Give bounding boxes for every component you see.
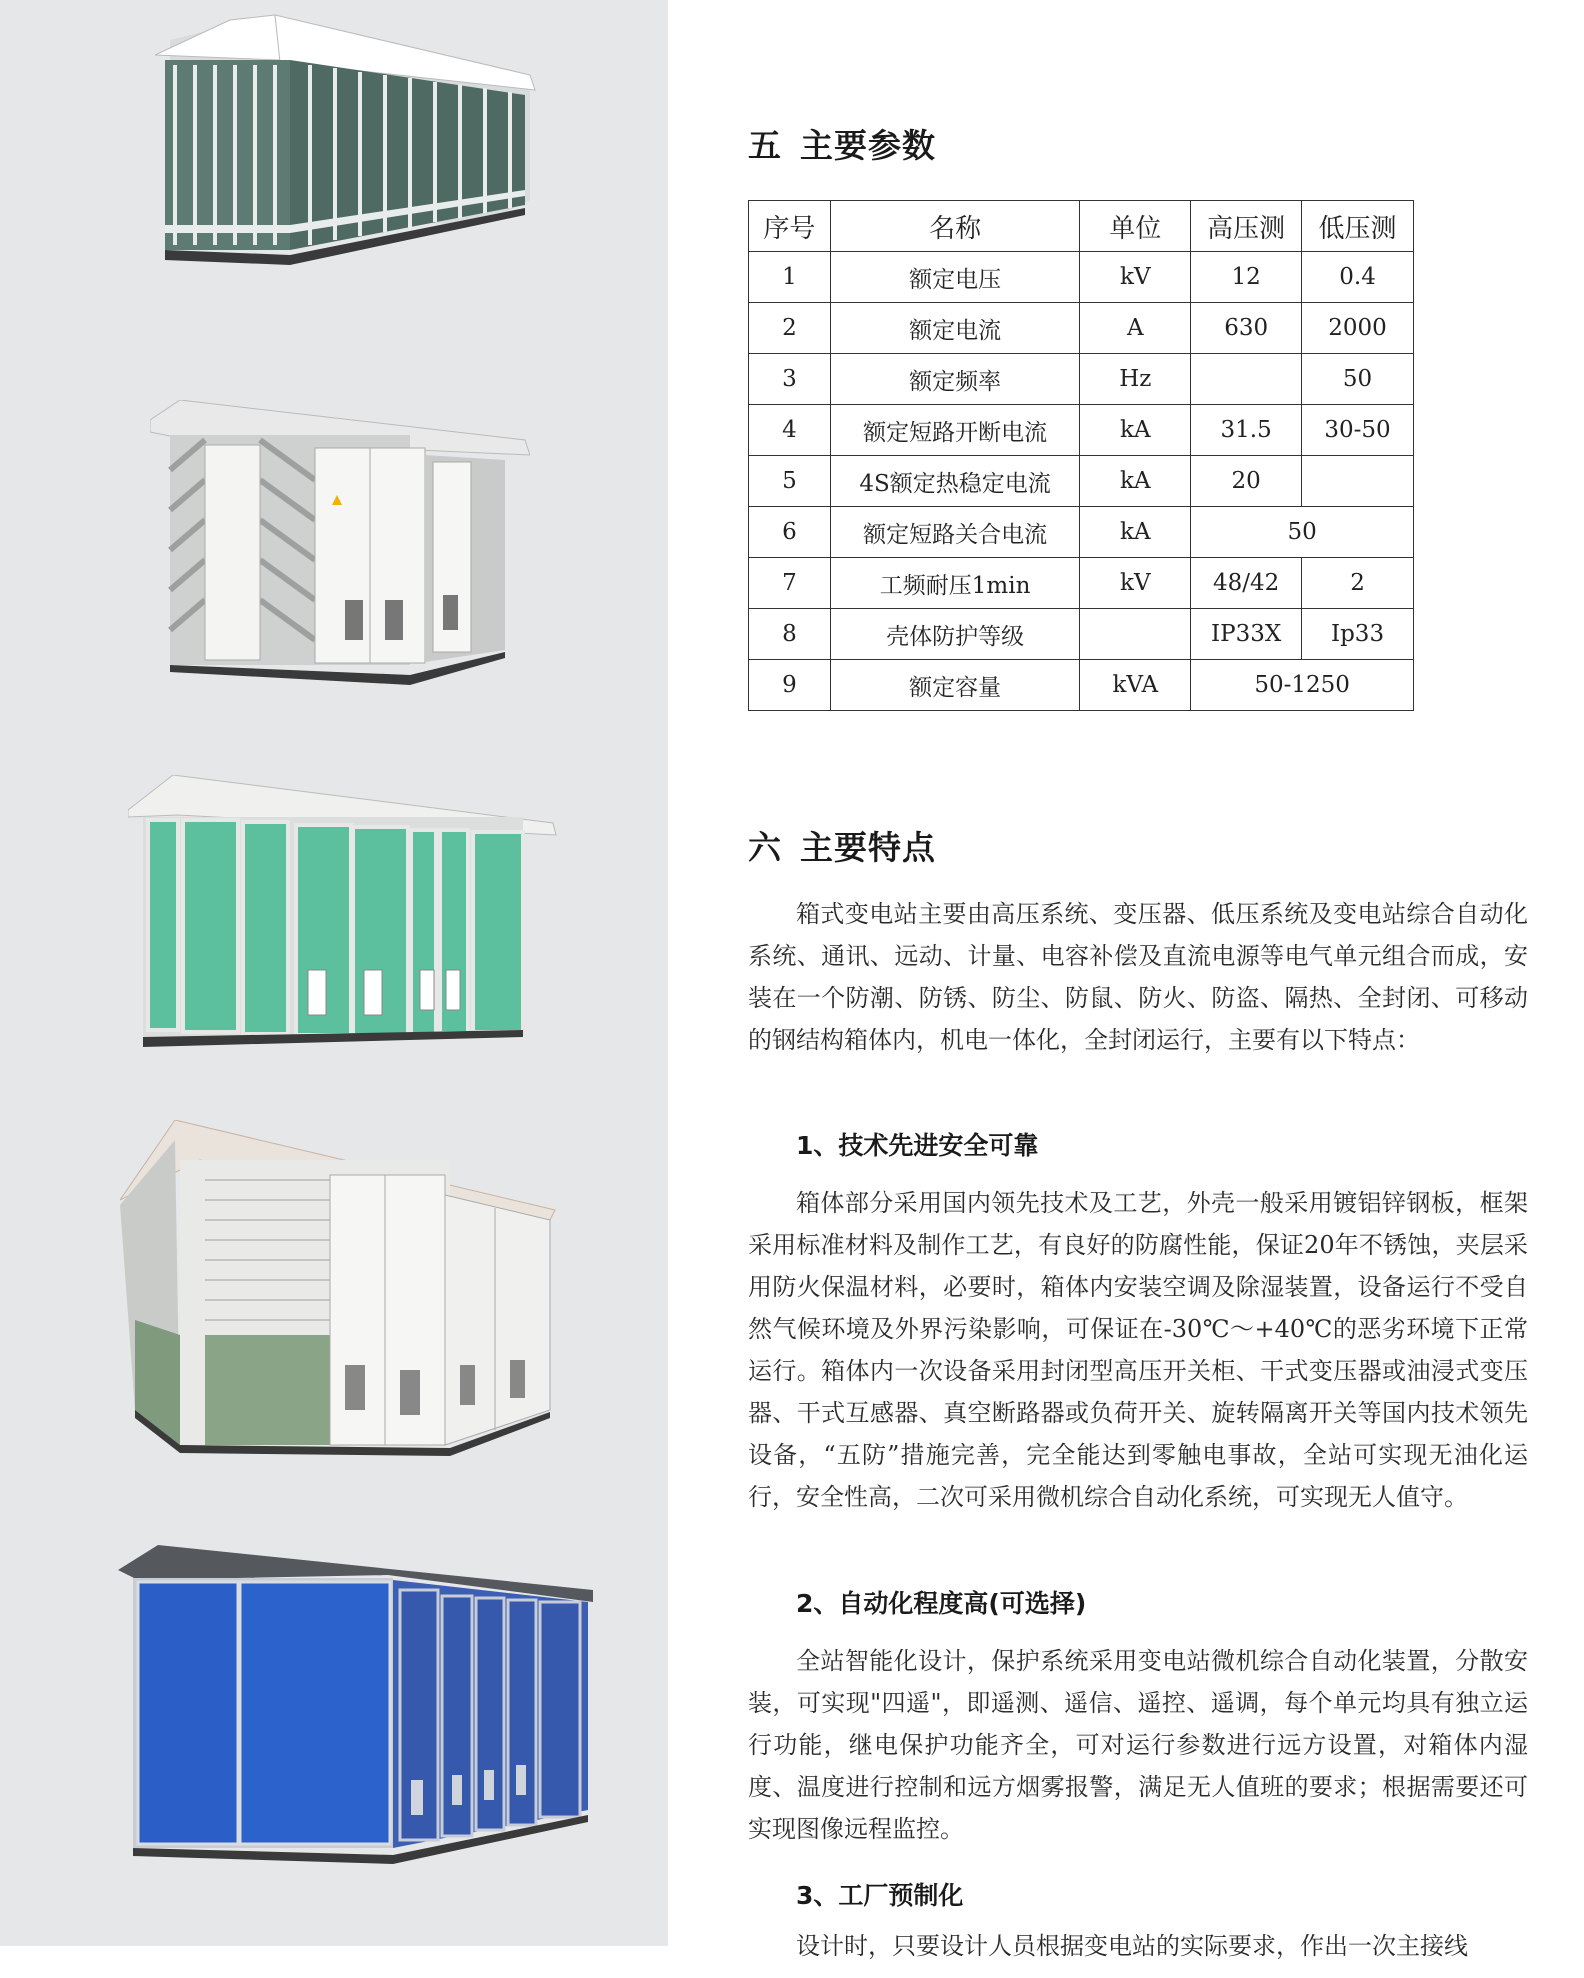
intro-paragraph: 箱式变电站主要由高压系统、变压器、低压系统及变电站综合自动化系统、通讯、远动、计量、电容补偿及直流电源等电气单元组合而成，安装在一个防潮、防锈、防尘、防鼠、防火、防盗、隔热、全封闭、可移动的钢结构箱体内，机电一体化，全封闭运行，主要有以下特点：: [748, 900, 1528, 1054]
cell-name: 工频耐压1min: [830, 558, 1080, 609]
cell-low: 50: [1302, 354, 1414, 405]
cell-name: 额定短路关合电流: [830, 507, 1080, 558]
cell-name: 额定频率: [830, 354, 1080, 405]
cell-index: 3: [749, 354, 831, 405]
header-low-voltage: 低压测: [1302, 201, 1414, 252]
header-name: 名称: [830, 201, 1080, 252]
cell-high: 20: [1191, 456, 1302, 507]
table-row: [749, 405, 1414, 456]
header-index: 序号: [749, 201, 831, 252]
cell-unit: A: [1080, 303, 1191, 354]
section-5-heading: [748, 120, 936, 167]
feature-3-title: 3、工厂预制化: [796, 1881, 964, 1910]
section-6-title: 主要特点: [800, 828, 936, 867]
cell-index: 4: [749, 405, 831, 456]
cell-high: [1191, 354, 1302, 405]
table-row: [749, 354, 1414, 405]
section-5-title: 主要参数: [800, 126, 936, 165]
cell-index: 8: [749, 609, 831, 660]
section-6-heading: [748, 822, 936, 869]
section-5-number: 五: [748, 126, 782, 165]
table-row: [749, 303, 1414, 354]
cell-high: 12: [1191, 252, 1302, 303]
table-row: [749, 456, 1414, 507]
table-header-row: [749, 201, 1414, 252]
cell-index: 5: [749, 456, 831, 507]
cell-unit: kV: [1080, 252, 1191, 303]
cell-merged-value: 50: [1191, 507, 1414, 558]
substation-photo-5: [118, 1540, 593, 1865]
cell-low: [1302, 456, 1414, 507]
cell-low: Ip33: [1302, 609, 1414, 660]
table-row: [749, 660, 1414, 711]
cell-index: 1: [749, 252, 831, 303]
header-high-voltage: 高压测: [1191, 201, 1302, 252]
cell-unit: Hz: [1080, 354, 1191, 405]
substation-photo-3: [128, 775, 558, 1055]
cell-low: 2000: [1302, 303, 1414, 354]
cell-unit: kA: [1080, 456, 1191, 507]
cell-high: IP33X: [1191, 609, 1302, 660]
cell-unit: kV: [1080, 558, 1191, 609]
table-row: [749, 609, 1414, 660]
cell-low: 0.4: [1302, 252, 1414, 303]
cell-name: 额定短路开断电流: [830, 405, 1080, 456]
cell-high: 630: [1191, 303, 1302, 354]
cell-name: 额定容量: [830, 660, 1080, 711]
cell-name: 额定电压: [830, 252, 1080, 303]
header-unit: 单位: [1080, 201, 1191, 252]
cell-unit: [1080, 609, 1191, 660]
substation-photo-4: [120, 1120, 560, 1470]
cell-unit: kA: [1080, 405, 1191, 456]
cell-index: 9: [749, 660, 831, 711]
parameters-table: [748, 200, 1414, 711]
cell-index: 7: [749, 558, 831, 609]
cell-name: 壳体防护等级: [830, 609, 1080, 660]
cell-name: 4S额定热稳定电流: [830, 456, 1080, 507]
feature-2-text: 全站智能化设计，保护系统采用变电站微机综合自动化装置，分散安装，可实现"四遥"，即遥测、遥信、遥控、遥调，每个单元均具有独立运行功能，继电保护功能齐全，可对运行参数进行远方设置，对箱体内湿度、温度进行控制和远方烟雾报警，满足无人值班的要求；根据需要还可实现图像远程监控。: [748, 1647, 1528, 1843]
substation-photo-1: [150, 10, 550, 300]
cell-unit: kVA: [1080, 660, 1191, 711]
feature-3-text: 设计时，只要设计人员根据变电站的实际要求，作出一次主接线: [796, 1932, 1468, 1960]
cell-low: 2: [1302, 558, 1414, 609]
feature-2-title: 2、自动化程度高(可选择): [796, 1589, 1087, 1618]
cell-low: 30-50: [1302, 405, 1414, 456]
cell-index: 6: [749, 507, 831, 558]
feature-1-text: 箱体部分采用国内领先技术及工艺，外壳一般采用镀铝锌钢板，框架采用标准材料及制作工艺，有良好的防腐性能，保证20年不锈蚀，夹层采用防火保温材料，必要时，箱体内安装空调及除湿装置，设备运行不受自然气候环境及外界污染影响，可保证在-30℃～+40℃的恶劣环境下正常运行。箱体内一次设备采用封闭型高压开关柜、干式变压器或油浸式变压器、干式互感器、真空断路器或负荷开关、旋转隔离开关等国内技术领先设备，“五防”措施完善，完全能达到零触电事故，全站可实现无油化运行，安全性高，二次可采用微机综合自动化系统，可实现无人值守。: [748, 1189, 1528, 1511]
section-6-number: 六: [748, 828, 782, 867]
cell-high: 31.5: [1191, 405, 1302, 456]
table-row: [749, 558, 1414, 609]
cell-high: 48/42: [1191, 558, 1302, 609]
feature-1-title: 1、技术先进安全可靠: [796, 1131, 1039, 1160]
cell-index: 2: [749, 303, 831, 354]
table-row: [749, 507, 1414, 558]
cell-unit: kA: [1080, 507, 1191, 558]
cell-name: 额定电流: [830, 303, 1080, 354]
table-row: [749, 252, 1414, 303]
cell-merged-value: 50-1250: [1191, 660, 1414, 711]
substation-photo-2: [150, 400, 530, 690]
